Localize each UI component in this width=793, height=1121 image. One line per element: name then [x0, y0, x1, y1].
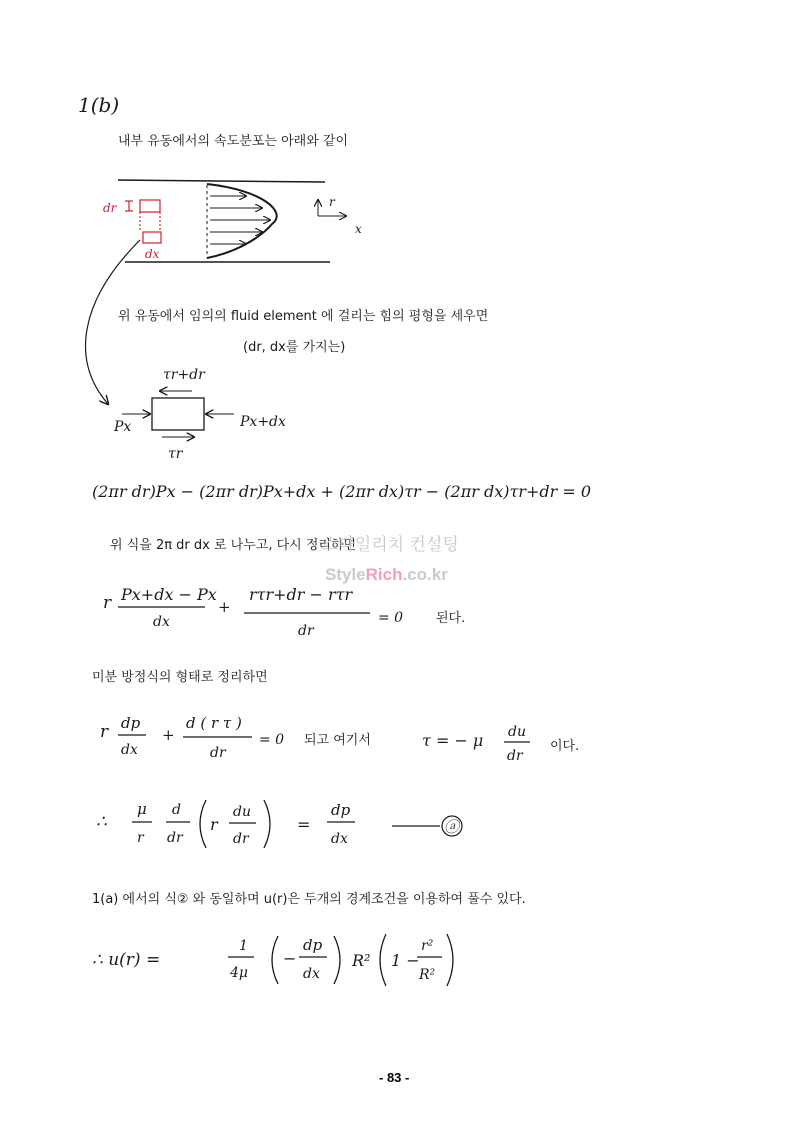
eq5-minus: −: [283, 949, 297, 968]
free-body-diagram: [113, 367, 286, 462]
eq5-paren-left: [272, 936, 278, 984]
section-label: 1(b): [78, 93, 120, 117]
eq2-num2: rτr+dr − rτr: [249, 585, 353, 604]
axis-x-label: x: [355, 222, 362, 236]
parabolic-profile-curve: [207, 184, 277, 258]
divide-instruction: 위 식을 2π dr dx 로 나누고, 다시 정리하면: [110, 538, 357, 553]
eq2-r: r: [103, 593, 112, 613]
eq5-paren2-right: [447, 934, 453, 986]
velocity-solution-equation: [92, 934, 453, 986]
eq4-therefore: ∴: [96, 812, 107, 832]
eq3-plus: +: [162, 726, 175, 744]
page-number: - 83 -: [379, 1070, 410, 1085]
eq5-4mu: 4μ: [230, 965, 249, 981]
eq5-prefix: ∴ u(r) =: [92, 950, 161, 970]
differential-form-line: 미분 방정식의 형태로 정리하면: [92, 670, 268, 685]
eq3-mid-text: 되고 여기서: [304, 733, 371, 748]
watermark-domain: .co.kr: [402, 565, 448, 584]
element-box-top: [140, 200, 160, 212]
eq4-dr-inner: dr: [233, 831, 249, 847]
fluid-element-line: 위 유동에서 임의의 fluid element 에 걸리는 힘의 평형을 세우면: [118, 309, 489, 324]
eq4-d: d: [172, 802, 181, 818]
eq4-label: ⓐ: [444, 818, 460, 836]
eq4-mu: μ: [137, 800, 147, 818]
eq5-one-minus: 1 −: [391, 951, 420, 970]
difference-equation: [103, 585, 465, 639]
eq5-dx: dx: [303, 966, 320, 982]
tau-top-label: τr+dr: [163, 367, 205, 383]
eq5-one: 1: [239, 938, 248, 954]
eq3-dr2: dr: [507, 748, 523, 764]
eq3-zero: = 0: [259, 732, 285, 748]
fluid-element-subline: (dr, dx를 가지는): [243, 340, 346, 355]
eq3-tau-def: τ = − μ: [422, 731, 484, 750]
watermark-korean: 스타일리치 컨설팅: [322, 535, 459, 555]
eq2-tail: = 0: [378, 610, 404, 626]
p-left-label: Px: [114, 419, 132, 435]
eq2-den2: dr: [298, 623, 314, 639]
eq4-inner-r: r: [210, 815, 218, 834]
eq5-R2: R²: [352, 951, 371, 970]
dr-label: dr: [103, 201, 117, 215]
intro-line: 내부 유동에서의 속도분포는 아래와 같이: [118, 134, 349, 149]
dx-label: dx: [145, 247, 160, 261]
velocity-profile-figure: [103, 180, 362, 262]
eq5-R2-den: R²: [419, 967, 436, 983]
force-balance-equation: (2πr dr)Px − (2πr dr)Px+dx + (2πr dx)τr − (2πr dx)τr+dr = 0: [92, 482, 592, 501]
eq5-paren2-left: [380, 934, 386, 986]
watermark-brand: [325, 565, 448, 584]
element-box-bottom: [143, 232, 161, 243]
element-box: [152, 398, 204, 430]
watermark-style: Style: [325, 565, 366, 584]
eq3-end-text: 이다.: [550, 739, 580, 754]
eq3-dx: dx: [121, 742, 138, 758]
eq3-r: r: [100, 722, 109, 742]
eq4-paren-right: [264, 800, 270, 848]
watermark-rich: Rich: [365, 565, 403, 584]
eq2-suffix: 된다.: [436, 611, 466, 626]
eq3-du: du: [508, 724, 526, 740]
eq3-d-rtau: d ( r τ ): [186, 714, 242, 732]
p-right-label: Px+dx: [240, 414, 286, 430]
eq4-dx: dx: [331, 831, 348, 847]
eq2-den1: dx: [153, 614, 170, 630]
axis-r-label: r: [329, 195, 335, 209]
eq4-r: r: [137, 830, 144, 846]
eq5-paren-right: [334, 936, 340, 984]
boundary-condition-line: 1(a) 에서의 식② 와 동일하며 u(r)은 두개의 경계조건을 이용하여 풀수 있다.: [92, 892, 526, 907]
velocity-arrows: [210, 196, 270, 244]
eq2-plus: +: [218, 598, 231, 616]
differential-equation: [100, 714, 579, 764]
eq4-dr: dr: [167, 830, 183, 846]
eq4-paren-left: [200, 800, 206, 848]
eq3-dr: dr: [210, 745, 226, 761]
eq3-dp: dp: [121, 714, 141, 732]
eq4-du: du: [233, 804, 251, 820]
eq4-equals: =: [297, 815, 311, 834]
fluid-element-marker: [125, 200, 161, 243]
eq4-dp: dp: [331, 801, 351, 819]
eq5-r2: r²: [421, 938, 434, 954]
pipe-wall-top: [118, 180, 325, 182]
eq2-num1: Px+dx − Px: [121, 585, 217, 604]
navier-stokes-radial-equation: [96, 800, 462, 848]
tau-bottom-label: τr: [168, 446, 183, 462]
eq5-dp: dp: [303, 936, 323, 954]
